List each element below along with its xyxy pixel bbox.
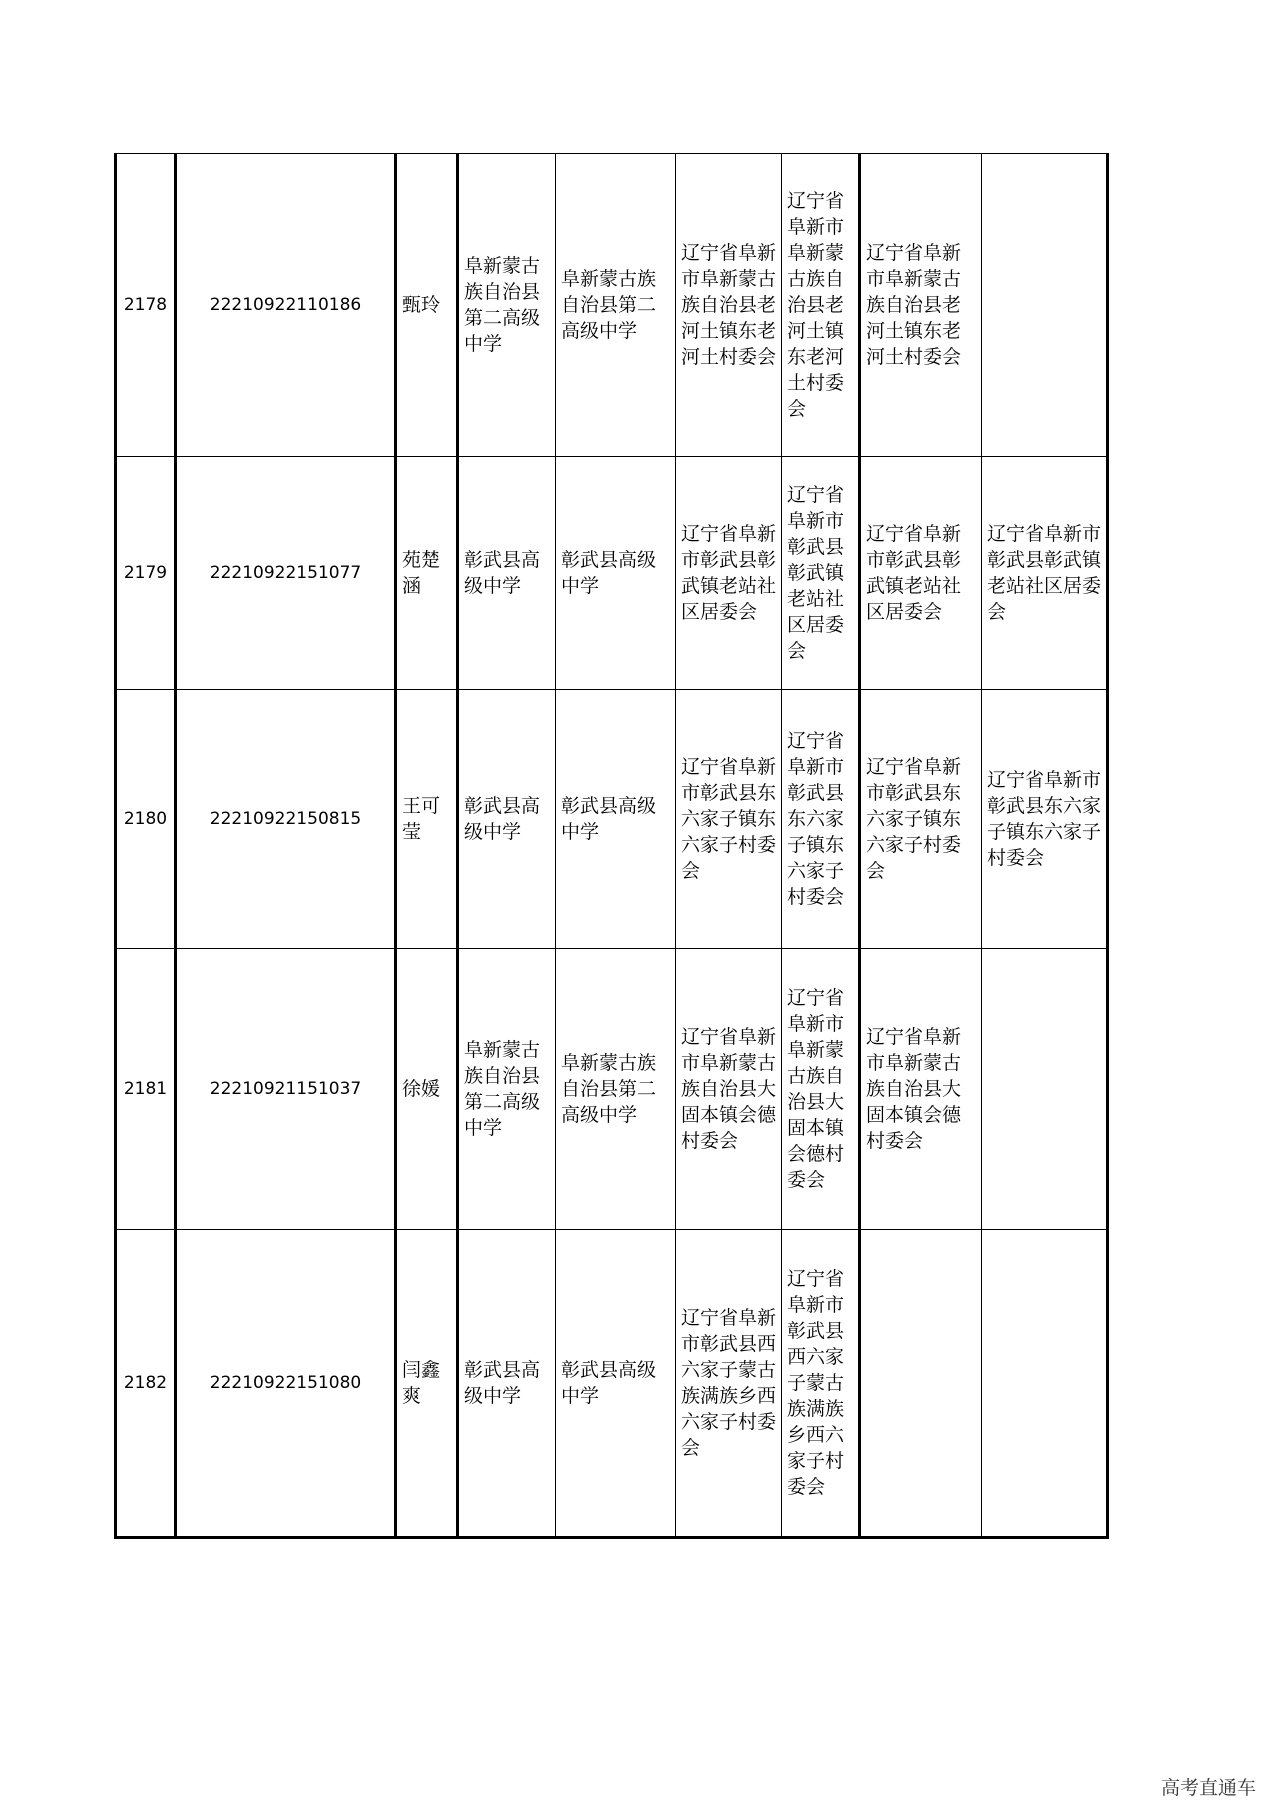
table-row [116,1230,1108,1538]
student-name-cell: 闫鑫爽 [396,1230,458,1538]
school-cell: 彰武县高级中学 [458,457,556,690]
exam-id-cell: 22210921151037 [176,949,396,1230]
address-2-cell: 辽宁省阜新市彰武县东六家子镇东六家子村委会 [782,690,860,949]
row-number-cell: 2180 [116,690,176,949]
address-1-cell: 辽宁省阜新市阜新蒙古族自治县大固本镇会德村委会 [676,949,782,1230]
student-name-cell: 甄玲 [396,154,458,457]
roster-table-container [114,153,1109,1539]
school-repeat-cell: 彰武县高级中学 [556,690,676,949]
exam-id-cell: 22210922150815 [176,690,396,949]
student-name-cell: 王可莹 [396,690,458,949]
watermark: 高考直通车 [1160,1777,1256,1799]
exam-id-cell: 22210922151080 [176,1230,396,1538]
row-number-cell: 2182 [116,1230,176,1538]
school-repeat-cell: 彰武县高级中学 [556,1230,676,1538]
exam-id-cell: 22210922151077 [176,457,396,690]
student-name-cell: 徐媛 [396,949,458,1230]
address-4-cell [982,949,1108,1230]
address-4-cell [982,1230,1108,1538]
table-row [116,154,1108,457]
table-row [116,690,1108,949]
school-repeat-cell: 阜新蒙古族自治县第二高级中学 [556,154,676,457]
table-row [116,949,1108,1230]
school-repeat-cell: 彰武县高级中学 [556,457,676,690]
address-2-cell: 辽宁省阜新市阜新蒙古族自治县老河土镇东老河土村委会 [782,154,860,457]
exam-id-cell: 22210922110186 [176,154,396,457]
table-row [116,457,1108,690]
address-1-cell: 辽宁省阜新市彰武县彰武镇老站社区居委会 [676,457,782,690]
address-1-cell: 辽宁省阜新市阜新蒙古族自治县老河土镇东老河土村委会 [676,154,782,457]
school-cell: 彰武县高级中学 [458,1230,556,1538]
address-4-cell [982,154,1108,457]
address-4-cell: 辽宁省阜新市彰武县彰武镇老站社区居委会 [982,457,1108,690]
row-number-cell: 2181 [116,949,176,1230]
address-1-cell: 辽宁省阜新市彰武县东六家子镇东六家子村委会 [676,690,782,949]
address-4-cell: 辽宁省阜新市彰武县东六家子镇东六家子村委会 [982,690,1108,949]
school-repeat-cell: 阜新蒙古族自治县第二高级中学 [556,949,676,1230]
school-cell: 阜新蒙古族自治县第二高级中学 [458,949,556,1230]
address-1-cell: 辽宁省阜新市彰武县西六家子蒙古族满族乡西六家子村委会 [676,1230,782,1538]
school-cell: 彰武县高级中学 [458,690,556,949]
row-number-cell: 2178 [116,154,176,457]
address-2-cell: 辽宁省阜新市彰武县彰武镇老站社区居委会 [782,457,860,690]
address-2-cell: 辽宁省阜新市彰武县西六家子蒙古族满族乡西六家子村委会 [782,1230,860,1538]
address-2-cell: 辽宁省阜新市阜新蒙古族自治县大固本镇会德村委会 [782,949,860,1230]
student-name-cell: 苑楚涵 [396,457,458,690]
address-3-cell: 辽宁省阜新市阜新蒙古族自治县大固本镇会德村委会 [860,949,982,1230]
address-3-cell: 辽宁省阜新市彰武县东六家子镇东六家子村委会 [860,690,982,949]
row-number-cell: 2179 [116,457,176,690]
address-3-cell: 辽宁省阜新市彰武县彰武镇老站社区居委会 [860,457,982,690]
roster-table [114,153,1109,1539]
school-cell: 阜新蒙古族自治县第二高级中学 [458,154,556,457]
address-3-cell: 辽宁省阜新市阜新蒙古族自治县老河土镇东老河土村委会 [860,154,982,457]
address-3-cell [860,1230,982,1538]
